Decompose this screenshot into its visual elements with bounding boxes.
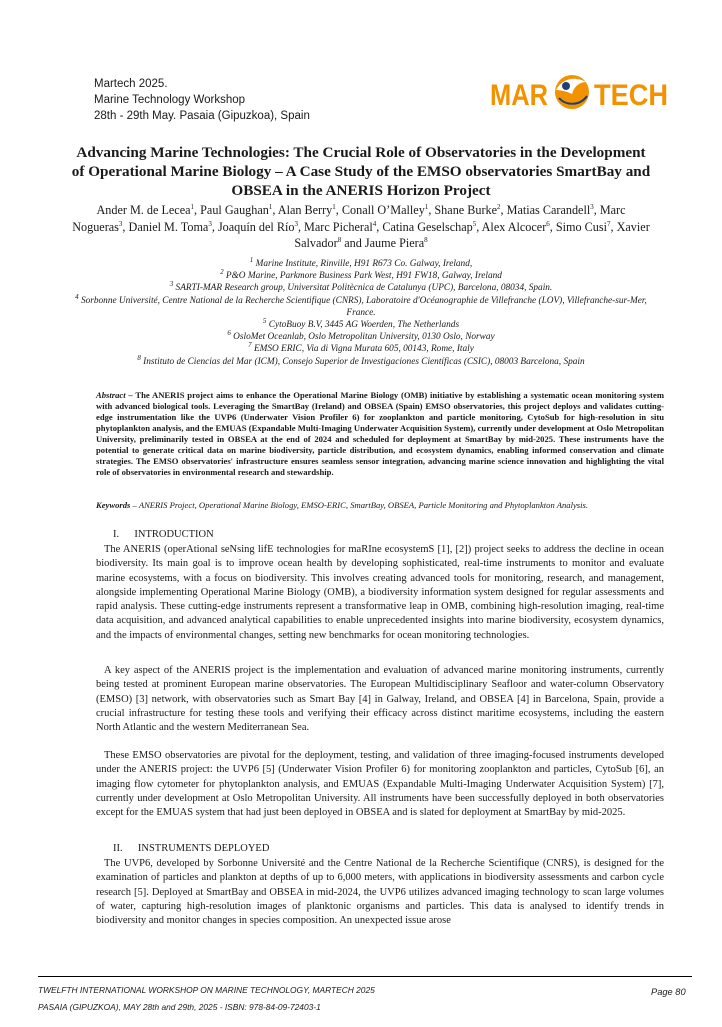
page-number: Page 80 (651, 987, 686, 997)
author-name: Shane Burke (434, 203, 498, 217)
footer-divider (38, 976, 692, 977)
paragraph: The ANERIS (operAtional seNsing lifE technologies for maRIne ecosystemS [1], [2]) project seeks to address the decline in ocean biodiversity. Its main goal is to improve ocean health by developing sophisticated, real-time instruments to monitor and evaluate marine ecosystems, with a focus on biodiversity. This involves creating advanced tools for monitoring, research, and management, alongside implementing Operational Marine Biology (OMB), a biodiversity information system designed for regular assessments and rapid analysis. These cutting-edge instruments represent a transformative leap in OMB, combining high-resolution imaging, real-time data acquisition, and advanced analytical capabilities to enable unprecedented insights into marine biodiversity, ecosystem dynamics, and the impacts of environmental changes, setting new benchmarks for ocean monitoring technologies. (96, 544, 664, 641)
abstract-text: – The ANERIS project aims to enhance the Operational Marine Biology (OMB) initiative by establishing a systematic ocean monitoring system with advanced biological tools. Leveraging the SmartBay (Ireland) and OBSEA (Spain) EMSO observatories, this project deploys and validates cutting-edge instrumentation like the UVP6 (Underwater Vision Profiler 6) for zooplankton and particle monitoring, CytoSub for high-resolution in situ phytoplankton analysis, and the EMUAS (Expandable Multi-Imaging Underwater Acquisition System), currently under development at Oslo Metropolitan University, preliminarily tested in OBSEA at the end of 2024 and scheduled for deployment at SmartBay by mid-2025. These instruments have the potential to generate critical data on marine biodiversity, particle distribution, and ecosystem dynamics, enabling informed conservation and climate strategies. The EMSO observatories' infrastructure ensures seamless sensor integration, advancing marine science innovation and highlighting the vital role of observatories in environmental research and stewardship. (96, 390, 664, 477)
affiliation-text: OsloMet Oceanlab, Oslo Metropolitan University, 0130 Oslo, Norway (230, 332, 495, 343)
affiliation-text: CytoBuoy B.V, 3445 AG Woerden, The Netherlands (266, 320, 460, 331)
affiliation (60, 316, 662, 331)
conference-name: Martech 2025. (94, 78, 168, 90)
affiliation (60, 343, 662, 355)
logo-text-mar: MAR (490, 79, 549, 112)
author-name: Joaquín del Río (217, 219, 295, 234)
affiliation-number: 1 (249, 255, 254, 264)
author-affiliation-number: 5 (472, 219, 477, 228)
author (482, 220, 550, 234)
section-title: INSTRUMENTS DEPLOYED (137, 843, 270, 854)
affiliation (60, 331, 662, 343)
author-name: Marc Nogueras (72, 203, 626, 234)
author-affiliation-number: 1 (424, 202, 429, 211)
author-affiliation-number: 8 (337, 235, 342, 244)
author-name: Alan Berry (277, 203, 333, 217)
conference-date-location: 28th - 29th May. Pasaia (Gipuzkoa), Spain (94, 110, 310, 122)
footer-isbn: PASAIA (GIPUZKOA), MAY 28th and 29th, 2025 - ISBN: 978-84-09-72403-1 (38, 1002, 321, 1012)
keywords (96, 500, 664, 511)
author-affiliation-number: 3 (118, 219, 123, 228)
author-name: Marc Picheral (304, 219, 373, 234)
author-name: Daniel M. Toma (128, 219, 209, 234)
author (342, 203, 428, 217)
affiliation (60, 353, 662, 368)
author-affiliation-number: 3 (294, 219, 298, 228)
author-affiliation-number: 3 (590, 202, 594, 211)
author-name: Jaume Piera (364, 236, 425, 250)
paper-title: Advancing Marine Technologies: The Crucial Role of Observatories in the Development of Operational Marine Biology – A Case Study of the EMSO observatories SmartBay and OBSEA in the ANERIS Horizon Project (71, 144, 651, 199)
author-affiliation-number: 3 (208, 219, 212, 228)
affiliation-text: Instituto de Ciencias del Mar (ICM), Consejo Superior de Investigaciones Científicas (CSIC), 08003 Barcelona, Spain (140, 356, 585, 367)
affiliation (60, 292, 662, 319)
section-number: I. (113, 529, 120, 540)
author (507, 203, 594, 217)
footer-workshop: TWELFTH INTERNATIONAL WORKSHOP ON MARINE TECHNOLOGY, MARTECH 2025 (38, 985, 375, 995)
paragraph: A key aspect of the ANERIS project is the implementation and evaluation of advanced marine monitoring instruments, currently being tested at prominent European marine observatories. The European Multidisciplinary Seafloor and water-column Observatory (EMSO) [3] network, with observatories such as Smart Bay [4] in Galway, Ireland, and OBSEA [4] in Barcelona, Spain, provide a crucial infrastructure for testing these tools and verifying their efficacy across distinct maritime ecosystems, including the eastern North Atlantic and the western Mediterranean Sea. (96, 665, 664, 734)
author-affiliation-number: 7 (607, 219, 611, 228)
section-number: II. (113, 843, 123, 854)
affiliation-text: SARTI-MAR Research group, Universitat Politècnica de Catalunya (UPC), Barcelona, 08034, Spain. (173, 283, 553, 294)
abstract-label: Abstract (96, 390, 126, 400)
author-name: Catina Geselschap (382, 219, 473, 234)
martech-logo (490, 68, 670, 114)
author (556, 220, 611, 234)
author-name: Xavier Salvador (294, 219, 650, 250)
author-name: Conall O’Malley (341, 203, 425, 217)
author-name: Ander M. de Lecea (96, 203, 191, 217)
paragraph: The UVP6, developed by Sorbonne Université and the Centre National de la Recherche Scientifique (CNRS), is designed for the examination of particles and plankton at depths of up to 6,000 meters, with applications in biodiversity assessments and carbon cycle research [5]. Deployed at SmartBay and OBSEA in mid-2024, the UVP6 utilizes advanced imaging technology to scan large volumes of water, capturing high-resolution images of planktonic organisms and particles. This data is analysed to identify trends in biodiversity and monitor changes in species composition. An unexpected issue arose (96, 858, 664, 927)
section-title: INTRODUCTION (134, 529, 214, 540)
paragraph: These EMSO observatories are pivotal for the deployment, testing, and validation of three imaging-focused instruments developed under the ANERIS project: the UVP6 [5] (Underwater Vision Profiler 6) for monitoring zooplankton and particles, CytoSub [6], an imaging flow cytometer for phytoplankton analysis, and EMUAS (Expandable Multi-Imaging Underwater Acquisition System) [7], currently under development at Oslo Metropolitan University. All instruments have been successfully deployed in both observatories except for the EMUAS system that had just been deployed in OBSEA and is slated for deployment at SmartBay by mid-2025. (96, 750, 664, 819)
affiliation-number: 4 (75, 292, 79, 301)
affiliation (60, 282, 662, 294)
author-affiliation-number: 1 (268, 202, 273, 211)
affiliation (60, 255, 662, 270)
affiliation-text: Sorbonne Université, Centre National de la Recherche Scientifique (CNRS), Laboratoire d'Océanographie de Villefranche (LOV), Villefranche-sur-Mer, France. (78, 295, 647, 318)
affiliation-list (60, 255, 662, 368)
author (129, 220, 212, 234)
logo-text-tech: TECH (594, 79, 668, 112)
author-name: Paul Gaughan (200, 203, 269, 217)
author-list: Ander M. de Lecea$^1$, Paul Gaughan$^1$, Alan Berry$^1$, Conall O’Malley$^1$, Shane Burke$^2$, Matias Carandell$^3$, Marc Nogueras$^3$, Daniel M. Toma$^3$, Joaquín del Río$^3$, Marc Picheral$^4$, Catina Geselschap$^5$, Alex Alcocer$^6$, Simo Cusi$^7$, Xavier Salvador$^8$ and Jaume Piera$^8$ (72, 202, 650, 250)
author (434, 203, 500, 217)
abstract (96, 390, 664, 478)
author (304, 220, 376, 234)
author-name: Alex Alcocer (481, 219, 547, 234)
affiliation-number: 2 (220, 268, 224, 277)
affiliation-text: EMSO ERIC, Via di Vigna Murata 605, 00143, Rome, Italy (251, 344, 474, 355)
author-affiliation-number: 6 (546, 219, 550, 228)
section-heading-instruments (113, 842, 269, 856)
workshop-name: Marine Technology Workshop (94, 94, 246, 106)
author (278, 203, 336, 217)
affiliation-number: 8 (137, 353, 141, 362)
author (365, 236, 428, 250)
affiliation-number: 6 (227, 329, 231, 338)
author-affiliation-number: 1 (332, 202, 336, 211)
affiliation (60, 270, 662, 282)
affiliation-number: 5 (262, 316, 267, 325)
affiliation-text: Marine Institute, Rinville, H91 R673 Co. Galway, Ireland, (253, 259, 473, 269)
affiliation-number: 7 (248, 341, 252, 350)
keywords-text: – ANERIS Project, Operational Marine Biology, EMSO-ERIC, SmartBay, OBSEA, Particle Monitoring and Phytoplankton Analysis. (130, 500, 589, 510)
author-affiliation-number: 1 (190, 202, 195, 211)
author-name: Simo Cusi (555, 219, 607, 234)
author (200, 203, 272, 217)
affiliation-number: 3 (169, 280, 174, 289)
author-affiliation-number: 2 (497, 202, 501, 211)
author (96, 203, 194, 217)
wave-globe-icon (555, 75, 589, 109)
author-affiliation-number: 4 (372, 219, 377, 228)
author (382, 220, 476, 234)
author (218, 220, 298, 234)
author-name: Matias Carandell (506, 203, 591, 217)
conference-header (94, 76, 310, 124)
section-heading-introduction (113, 528, 214, 542)
author-affiliation-number: 8 (424, 235, 428, 244)
affiliation-text: P&O Marine, Parkmore Business Park West, H91 FW18, Galway, Ireland (223, 271, 502, 282)
keywords-label: Keywords (96, 500, 131, 510)
footer-info (38, 982, 375, 1016)
